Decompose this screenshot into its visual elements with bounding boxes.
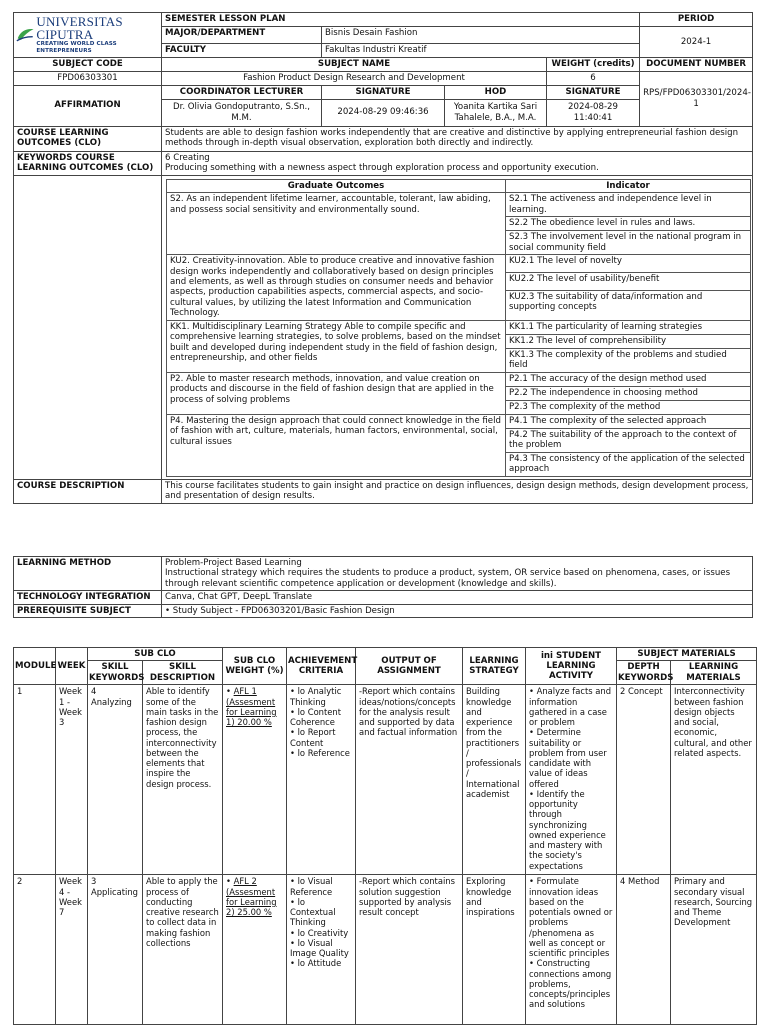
period-label: PERIOD bbox=[640, 13, 753, 27]
indicator: P2.3 The complexity of the method bbox=[506, 400, 751, 414]
hod-name: Yoanita Kartika Sari Tahalele, B.A., M.A. bbox=[445, 99, 547, 126]
skill-description: Able to identify some of the main tasks in the fashion design process, the interconnectivity between the elements that inspire the design process. bbox=[143, 685, 223, 875]
keywords-line1: 6 Creating bbox=[165, 152, 210, 163]
module-number: 2 bbox=[14, 875, 56, 1025]
learning-method-label: LEARNING METHOD bbox=[14, 557, 162, 591]
learning-method-table bbox=[13, 556, 753, 618]
header-sub-clo: SUB CLO bbox=[88, 648, 223, 661]
header-week: WEEK bbox=[56, 648, 88, 685]
indicator: P2.2 The independence in choosing method bbox=[506, 386, 751, 400]
indicator: S2.3 The involvement level in the national program in social community field bbox=[506, 231, 751, 255]
go-row bbox=[167, 372, 751, 386]
assessment-link[interactable]: AFL 1 (Assesment for Learning 1) 20.00 % bbox=[226, 686, 277, 728]
clo-text: Students are able to design fashion works independently that are creative and distinctive by applying entrepreneurial fashion design methods through in-depth visual observation, exploration both directly and indirectly. bbox=[162, 126, 753, 151]
graduate-outcome: KK1. Multidisciplinary Learning Strategy Able to compile specific and comprehensive learning strategies, to solve problems, based on the mindset built and developed during independent study in the field of fashion design, entrepreneurship, and other fields bbox=[167, 320, 506, 372]
depth-keywords: 2 Concept bbox=[617, 685, 671, 875]
table-row bbox=[14, 685, 757, 875]
header-module: MODULE bbox=[14, 648, 56, 685]
go-row bbox=[167, 320, 751, 334]
subject-code: FPD06303301 bbox=[14, 71, 162, 85]
sub-clo-weight bbox=[223, 685, 287, 875]
output-of-assignment: -Report which contains ideas/notions/concepts for the analysis result and supported by data and factual information bbox=[356, 685, 463, 875]
module-plan-table bbox=[13, 647, 757, 1025]
student-learning-activity: • Formulate innovation ideas based on the potentials owned or problems /phenomena as well as concept or scientific principles • Constructing connections among problems, concepts/principles and solutions bbox=[526, 875, 617, 1025]
graduate-outcome: KU2. Creativity-innovation. Able to produce creative and innovative fashion design works independently and collaboratively based on design principles and elements, as well as through studies on consumer needs and behavior aspects, production capabilities aspects, commercial aspects, and socio-cultural values, by utilizing the latest Information and Communication Technology. bbox=[167, 255, 506, 321]
clo-label: COURSE LEARNING OUTCOMES (CLO) bbox=[14, 126, 162, 151]
table-row bbox=[14, 875, 757, 1025]
go-row bbox=[167, 193, 751, 217]
indicator: P4.2 The suitability of the approach to the context of the problem bbox=[506, 428, 751, 452]
period-value: 2024-1 bbox=[640, 27, 753, 58]
weight-label: WEIGHT (credits) bbox=[547, 57, 640, 71]
module-number: 1 bbox=[14, 685, 56, 875]
learning-method-line1: Problem-Project Based Learning bbox=[165, 558, 302, 568]
university-logo bbox=[14, 13, 162, 58]
header-achievement-criteria: ACHIEVEMENT CRITERIA bbox=[287, 648, 356, 685]
header-sub-clo-weight: SUB CLO WEIGHT (%) bbox=[223, 648, 287, 685]
graduate-outcome: P2. Able to master research methods, innovation, and value creation on products and discourse in the field of fashion design that are applied in the process of solving problems bbox=[167, 372, 506, 414]
learning-strategy: Exploring knowledge and inspirations bbox=[463, 875, 526, 1025]
signature-label: SIGNATURE bbox=[322, 85, 445, 99]
indicator: S2.2 The obedience level in rules and laws. bbox=[506, 217, 751, 231]
major-value: Bisnis Desain Fashion bbox=[322, 27, 640, 44]
header-depth-keywords: DEPTH KEYWORDS bbox=[618, 662, 674, 683]
skill-keywords: 3 Applicating bbox=[88, 875, 143, 1025]
output-of-assignment: -Report which contains solution suggestion supported by analysis result concept bbox=[356, 875, 463, 1025]
prerequisite-value: • Study Subject - FPD06303201/Basic Fashion Design bbox=[162, 604, 753, 617]
header-learning-strategy: LEARNING STRATEGY bbox=[463, 648, 526, 685]
indicator: P4.1 The complexity of the selected approach bbox=[506, 414, 751, 428]
student-learning-activity: • Analyze facts and information gathered in a case or problem • Determine suitability or problem from user candidate with value of ideas offered • Identify the opportunity through synchronizing owned experience and mastery with the society's expectations bbox=[526, 685, 617, 875]
subject-name: Fashion Product Design Research and Development bbox=[162, 71, 547, 85]
signature2-label: SIGNATURE bbox=[547, 85, 640, 99]
learning-method-value bbox=[162, 557, 753, 591]
header-student-learning-activity: ini STUDENT LEARNING ACTIVITY bbox=[526, 648, 617, 685]
learning-materials: Primary and secondary visual research, Sourcing and Theme Development bbox=[671, 875, 757, 1025]
semester-lesson-plan-title: SEMESTER LESSON PLAN bbox=[162, 13, 640, 27]
go-row bbox=[167, 414, 751, 428]
learning-method-line2: Instructional strategy which requires the students to produce a product, system, OR service based on phenomena, cases, or issues through relevant scientific competence application or development (knowledge and skills). bbox=[165, 568, 731, 589]
indicator: KK1.3 The complexity of the problems and studied field bbox=[506, 348, 751, 372]
hod-signature: 2024-08-29 11:40:41 bbox=[547, 99, 640, 126]
indicator: KU2.2 The level of usability/benefit bbox=[506, 272, 751, 290]
faculty-value: Fakultas Industri Kreatif bbox=[322, 43, 640, 57]
graduate-outcomes-table bbox=[166, 179, 751, 477]
go-header-outcome: Graduate Outcomes bbox=[167, 179, 506, 192]
assessment-link[interactable]: AFL 2 (Assesment for Learning 2) 25.00 % bbox=[226, 876, 277, 918]
go-header-indicator: Indicator bbox=[506, 179, 751, 192]
keywords-text bbox=[162, 151, 753, 175]
indicator: KU2.3 The suitability of data/information and supporting concepts bbox=[506, 290, 751, 320]
learning-materials: Interconnectivity between fashion design objects and social, economic, cultural, and other related aspects. bbox=[671, 685, 757, 875]
course-description-text: This course facilitates students to gain insight and practice on design influences, design design methods, design development process, and presentation of design results. bbox=[162, 479, 753, 503]
course-description-label: COURSE DESCRIPTION bbox=[14, 479, 162, 503]
indicator: P2.1 The accuracy of the design method used bbox=[506, 372, 751, 386]
depth-keywords: 4 Method bbox=[617, 875, 671, 1025]
major-label: MAJOR/DEPARTMENT bbox=[162, 27, 322, 44]
keywords-label: KEYWORDS COURSE LEARNING OUTCOMES (CLO) bbox=[14, 151, 162, 175]
document-number-label: DOCUMENT NUMBER bbox=[640, 57, 753, 71]
module-week: Week 1 - Week 3 bbox=[56, 685, 88, 875]
coordinator-label: COORDINATOR LECTURER bbox=[162, 85, 322, 99]
indicator: KU2.1 The level of novelty bbox=[506, 255, 751, 273]
subject-code-label: SUBJECT CODE bbox=[14, 57, 162, 71]
graduate-outcomes-cell bbox=[162, 175, 753, 479]
indicator: KK1.2 The level of comprehensibility bbox=[506, 334, 751, 348]
prerequisite-label: PREREQUISITE SUBJECT bbox=[14, 604, 162, 617]
graduate-outcomes-spacer bbox=[14, 175, 162, 479]
subject-name-label: SUBJECT NAME bbox=[162, 57, 547, 71]
header-learning-materials: LEARNING MATERIALS bbox=[671, 661, 757, 685]
learning-strategy: Building knowledge and experience from the practitioners / professionals / International academist bbox=[463, 685, 526, 875]
keywords-line2: Producing something with a newness aspect through exploration process and opportunity execution. bbox=[165, 163, 599, 174]
header-skill-description: SKILL DESCRIPTION bbox=[143, 661, 223, 685]
technology-integration-label: TECHNOLOGY INTEGRATION bbox=[14, 591, 162, 604]
logo-tagline: CREATING WORLD CLASS ENTREPRENEURS bbox=[36, 41, 117, 54]
indicator: KK1.1 The particularity of learning strategies bbox=[506, 320, 751, 334]
go-row bbox=[167, 255, 751, 273]
weight-value: 6 bbox=[547, 71, 640, 85]
faculty-label: FACULTY bbox=[162, 43, 322, 57]
technology-integration-value: Canva, Chat GPT, DeepL Translate bbox=[162, 591, 753, 604]
graduate-outcome: S2. As an independent lifetime learner, accountable, tolerant, law abiding, and possess social sensitivity and environmentally sound. bbox=[167, 193, 506, 255]
header-skill-keywords: SKILL KEYWORDS bbox=[89, 662, 145, 683]
header-output-of-assignment: OUTPUT OF ASSIGNMENT bbox=[356, 648, 463, 685]
affirmation-label: AFFIRMATION bbox=[14, 85, 162, 126]
module-week: Week 4 - Week 7 bbox=[56, 875, 88, 1025]
skill-keywords: 4 Analyzing bbox=[88, 685, 143, 875]
logo-leaf-icon bbox=[16, 25, 34, 45]
weight-bullet: • bbox=[226, 876, 234, 887]
lesson-plan-header-table bbox=[13, 12, 753, 504]
hod-label: HOD bbox=[445, 85, 547, 99]
header-subject-materials: SUBJECT MATERIALS bbox=[617, 648, 757, 661]
indicator: P4.3 The consistency of the application of the selected approach bbox=[506, 452, 751, 476]
coordinator-signature: 2024-08-29 09:46:36 bbox=[322, 99, 445, 126]
sub-clo-weight bbox=[223, 875, 287, 1025]
skill-description: Able to apply the process of conducting creative research to collect data in making fashion collections bbox=[143, 875, 223, 1025]
graduate-outcome: P4. Mastering the design approach that could connect knowledge in the field of fashion with art, culture, materials, human factors, environmental, social, cultural issues bbox=[167, 414, 506, 476]
indicator: S2.1 The activeness and independence level in learning. bbox=[506, 193, 751, 217]
achievement-criteria: • lo Visual Reference • lo Contextual Thinking • lo Creativity • lo Visual Image Quality • lo Attitude bbox=[287, 875, 356, 1025]
coordinator-name: Dr. Olivia Gondoputranto, S.Sn., M.M. bbox=[162, 99, 322, 126]
weight-bullet: • bbox=[226, 686, 234, 697]
document-number: RPS/FPD06303301/2024-1 bbox=[640, 71, 753, 126]
logo-name: UNIVERSITAS CIPUTRA bbox=[36, 14, 123, 42]
achievement-criteria: • lo Analytic Thinking • lo Content Coherence • lo Report Content • lo Reference bbox=[287, 685, 356, 875]
